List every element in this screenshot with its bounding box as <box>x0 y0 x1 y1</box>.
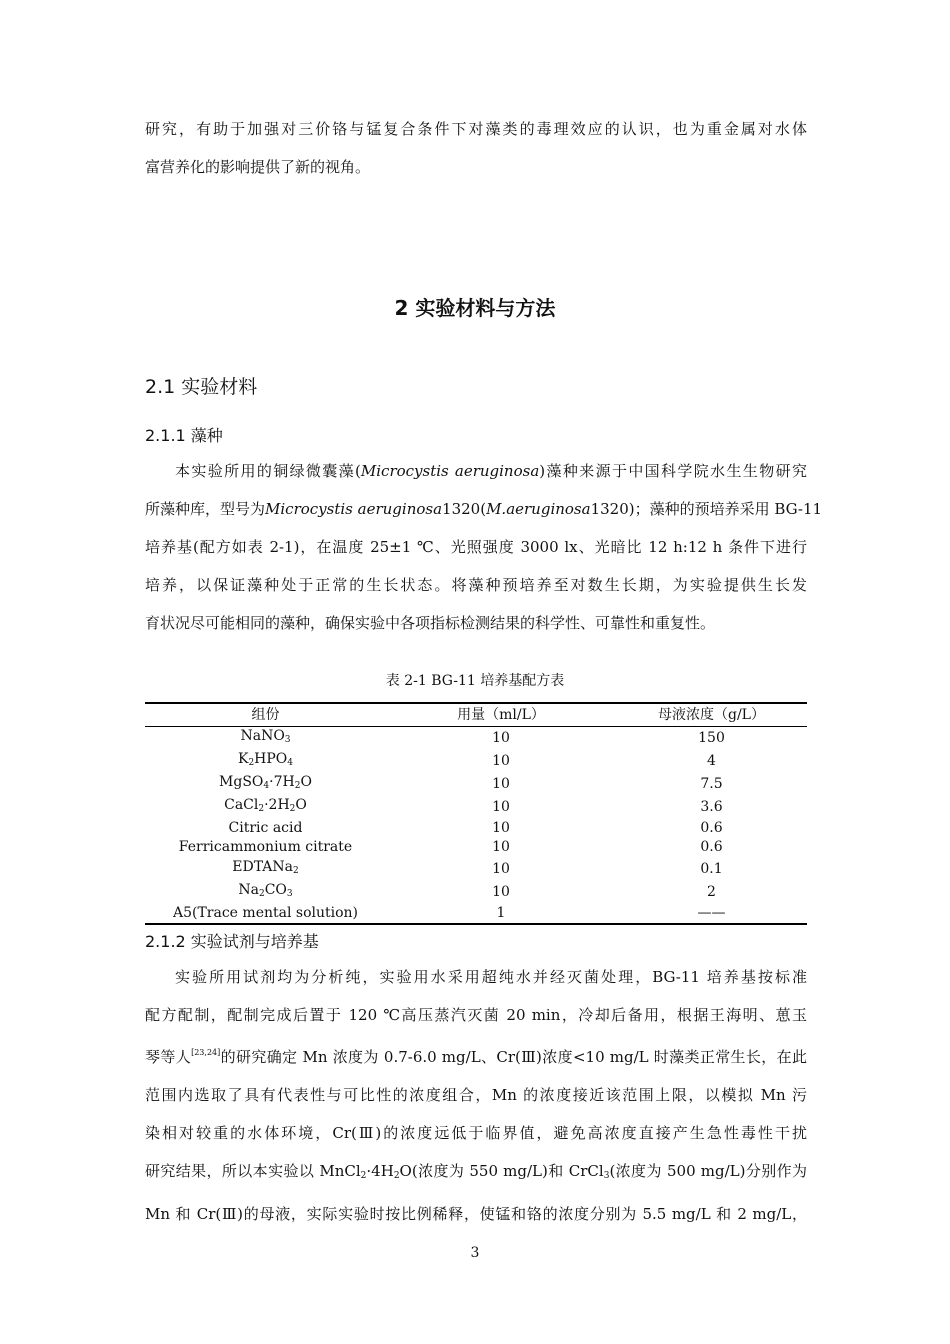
component-cell <box>145 773 386 796</box>
subscript: 2 <box>360 1171 367 1181</box>
text-line: 配方配制，配制完成后置于 120 ℃高压蒸汽灭菌 20 min，冷却后备用，根据王海明、葸玉 <box>145 1006 807 1024</box>
section-heading-2-1: 2.1 实验材料 <box>145 376 258 398</box>
concentration-cell: 7.5 <box>700 776 723 792</box>
algae-paragraph <box>145 452 823 642</box>
text-run: HPO <box>254 751 288 767</box>
text-run: CaCl <box>224 797 259 813</box>
amount-cell: 10 <box>492 730 510 746</box>
text-run: A5(Trace mental solution) <box>172 904 359 921</box>
text-run: Ferricammonium citrate <box>178 839 353 856</box>
table-row <box>145 858 807 881</box>
text-run: O <box>300 774 312 790</box>
concentration-cell: 150 <box>698 730 725 746</box>
species-name: M.aeruginosa <box>486 500 591 518</box>
amount-cell: 10 <box>492 839 510 856</box>
text-line <box>145 1034 807 1076</box>
text-line: 范围内选取了具有代表性与可比性的浓度组合，Mn 的浓度接近该范围上限，以模拟 Mn 污 <box>145 1086 807 1104</box>
component-cell <box>145 727 386 751</box>
subscript: 3 <box>286 888 293 899</box>
text-run: ·2H <box>264 797 290 813</box>
table-caption: 表 2-1 BG-11 培养基配方表 <box>385 673 565 689</box>
column-header: 母液浓度（g/L） <box>616 703 807 727</box>
text-run: Citric acid <box>228 820 303 837</box>
reagents-paragraph <box>145 958 807 1233</box>
subscript: 4 <box>263 781 270 791</box>
subscript: 2 <box>294 781 301 791</box>
amount-cell: 10 <box>492 753 510 769</box>
table-row <box>145 819 807 838</box>
text-run: ·4H <box>366 1162 394 1180</box>
text-run: O <box>295 797 307 813</box>
text-line: 培养基(配方如表 2-1)，在温度 25±1 ℃、光照强度 3000 lx、光暗比 12 h:12 h 条件下进行 <box>145 538 807 556</box>
section-heading-2-1-2: 2.1.2 实验试剂与培养基 <box>145 932 319 951</box>
text-run: 的研究确定 Mn 浓度为 0.7-6.0 mg/L、Cr(Ⅲ)浓度<10 mg/L 时藻类正常生长，在此 <box>220 1048 807 1066</box>
text-run: 所藻种库，型号为 <box>145 500 266 518</box>
text-run: EDTANa <box>232 858 293 875</box>
concentration-cell: 0.6 <box>700 839 723 856</box>
text-line: 实验所用试剂均为分析纯，实验用水采用超纯水并经灭菌处理，BG-11 培养基按标准 <box>175 968 807 986</box>
amount-cell: 1 <box>386 904 616 924</box>
text-line <box>145 490 823 528</box>
concentration-cell: 3.6 <box>700 799 723 815</box>
amount-cell: 10 <box>492 799 510 815</box>
component-cell <box>145 796 386 819</box>
subscript: 2 <box>248 758 255 768</box>
text-line: 染相对较重的水体环境，Cr(Ⅲ)的浓度远低于临界值，避免高浓度直接产生急性毒性干扰 <box>145 1124 807 1142</box>
table-row <box>145 796 807 819</box>
text-run: 1320( <box>442 500 487 518</box>
concentration-cell: 0.6 <box>700 820 723 837</box>
section-heading-2-1-1: 2.1.1 藻种 <box>145 426 223 445</box>
component-cell <box>145 750 386 773</box>
text-run: CO <box>264 881 287 898</box>
text-run: ·7H <box>269 774 295 790</box>
subscript: 2 <box>258 804 265 814</box>
table-row <box>145 838 807 857</box>
component-cell <box>145 838 386 857</box>
subscript: 3 <box>603 1171 610 1181</box>
text-run: NaNO <box>240 728 285 744</box>
subscript: 2 <box>258 888 265 899</box>
species-name: Microcystis aeruginosa <box>360 462 540 480</box>
subscript: 2 <box>289 804 296 814</box>
component-cell <box>145 858 386 881</box>
species-name: Microcystis aeruginosa <box>265 500 443 518</box>
table-row <box>145 727 807 751</box>
amount-cell: 10 <box>492 883 510 900</box>
text-run: MgSO <box>219 774 264 790</box>
text-run: K <box>237 751 249 767</box>
amount-cell: 10 <box>492 860 510 877</box>
text-run: 本实验所用的铜绿微囊藻( <box>175 462 361 480</box>
text-run: )藻种来源于中国科学院水生生物研究 <box>539 462 807 480</box>
component-cell <box>145 819 386 838</box>
page-number: 3 <box>470 1245 480 1261</box>
component-cell <box>145 881 386 904</box>
citation[interactable]: [23,24] <box>191 1048 221 1057</box>
text-run: 琴等人 <box>145 1048 192 1066</box>
column-header: 用量（ml/L） <box>386 703 616 727</box>
component-cell <box>145 904 386 924</box>
concentration-cell: 4 <box>707 753 716 769</box>
subscript: 2 <box>293 865 299 876</box>
concentration-cell: 2 <box>707 883 716 900</box>
chapter-title: 2 实验材料与方法 <box>394 296 556 320</box>
text-run: 1320)；藻种的预培养采用 BG-11 <box>590 500 823 518</box>
text-line: 研究，有助于加强对三价铬与锰复合条件下对藻类的毒理效应的认识，也为重金属对水体 <box>145 120 807 138</box>
table-row <box>145 881 807 904</box>
table-row <box>145 773 807 796</box>
bg11-recipe-table <box>145 702 807 925</box>
text-run: 研究结果，所以本实验以 MnCl <box>145 1162 361 1180</box>
text-line: 培养，以保证藻种处于正常的生长状态。将藻种预培养至对数生长期，为实验提供生长发 <box>145 576 807 594</box>
subscript: 4 <box>287 758 294 768</box>
concentration-cell: 0.1 <box>700 860 723 877</box>
column-header: 组份 <box>145 703 386 727</box>
text-line <box>145 452 807 490</box>
concentration-cell: —— <box>616 904 807 924</box>
table-row <box>145 904 807 924</box>
subscript: 3 <box>284 735 291 745</box>
text-run: (浓度为 500 mg/L)分别作为 <box>609 1162 807 1180</box>
text-line: Mn 和 Cr(Ⅲ)的母液，实际实验时按比例稀释，使锰和铬的浓度分别为 5.5 mg/L 和 2 mg/L， <box>145 1205 807 1223</box>
table-header-row <box>145 703 807 727</box>
amount-cell: 10 <box>492 820 510 837</box>
intro-paragraph <box>145 110 807 186</box>
text-line <box>145 1152 807 1195</box>
text-line: 育状况尽可能相同的藻种，确保实验中各项指标检测结果的科学性、可靠性和重复性。 <box>145 614 716 632</box>
amount-cell: 10 <box>492 776 510 792</box>
table-row <box>145 750 807 773</box>
subscript: 2 <box>393 1171 400 1181</box>
text-line: 富营养化的影响提供了新的视角。 <box>145 158 371 176</box>
text-run: Na <box>238 881 259 898</box>
text-run: O(浓度为 550 mg/L)和 CrCl <box>399 1162 604 1180</box>
